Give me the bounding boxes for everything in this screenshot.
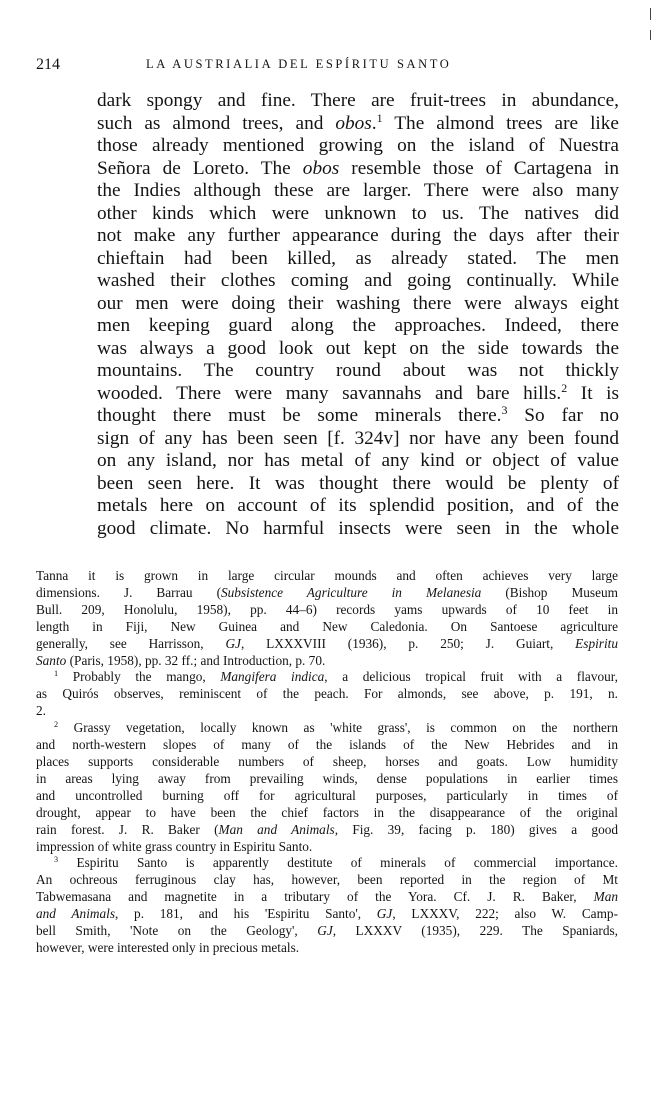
text-run: So far no — [507, 405, 619, 426]
text-run: good climate. No harmful insects were seen in the whole — [97, 517, 619, 539]
text-run: . — [371, 112, 377, 134]
text-run: , LXXXV, 222; also W. Camp- — [392, 906, 619, 922]
text-run: length in Fiji, New Guinea and New Caledonia. On Santoese agriculture — [36, 618, 618, 634]
text-run: on any island, nor has metal of any kind or object of value — [97, 450, 619, 471]
text-run: rain forest. J. R. Baker ( — [36, 821, 219, 837]
body-line — [97, 473, 619, 496]
text-run: places supports considerable numbers of sheep, horses and goats. Low humidity — [36, 753, 618, 769]
body-line — [97, 380, 620, 406]
italic-text: Subsistence Agriculture in Melanesia — [221, 584, 482, 600]
footnote-line — [36, 872, 618, 889]
page-edge-mark — [650, 8, 651, 20]
footnote-line — [36, 636, 618, 653]
text-run: however, were interested only in precious metals. — [36, 939, 300, 955]
footnote-line — [36, 940, 618, 957]
text-run: metals here on account of its splendid position, and of the — [97, 495, 619, 516]
footnote-line — [36, 771, 618, 788]
footnote-ref: 3 — [501, 402, 508, 417]
italic-text: Man — [593, 889, 618, 905]
footnote-line — [36, 703, 618, 720]
text-run: , p. 181, and his 'Espiritu Santo', — [115, 906, 377, 922]
text-run: dimensions. J. Barrau ( — [36, 584, 221, 600]
text-run: washed their clothes coming and going continually. While — [97, 270, 619, 291]
text-run: those already mentioned growing on the island of Nuestra — [97, 135, 619, 156]
text-run: thought there must be some minerals there. — [97, 405, 502, 426]
footnote-line — [36, 737, 618, 754]
italic-text: Mangifera indica — [220, 669, 325, 685]
running-head: LA AUSTRIALIA DEL ESPÍRITU SANTO — [146, 57, 452, 71]
text-run: dark spongy and fine. There are fruit-trees in abundance, — [97, 90, 619, 111]
text-run: mountains. The country round about was not thickly — [97, 360, 619, 381]
footnote-line — [36, 805, 618, 822]
footnote-line — [36, 839, 618, 856]
footnote-line — [36, 568, 618, 585]
footnote-ref: 3 — [54, 855, 59, 865]
body-line — [97, 293, 619, 316]
text-run: not make any further appearance during the days after their — [97, 225, 619, 246]
text-run: as Quirós observes, reminiscent of the peach. For almonds, see above, p. 191, n. — [36, 686, 618, 702]
page-number: 214 — [36, 56, 60, 73]
footnote-line — [36, 923, 618, 940]
text-run: Señora de Loreto. The — [97, 157, 303, 179]
text-run: impression of white grass country in Espiritu Santo. — [36, 838, 313, 854]
footnote-line — [36, 855, 618, 872]
text-run: Tabwemasana and magnetite in a tributary of the Yora. Cf. J. R. Baker, — [36, 889, 594, 905]
text-run: and uncontrolled burning off for agricultural purposes, particularly in times of — [36, 787, 618, 803]
text-run: the Indies although these are larger. There were also many — [97, 180, 619, 201]
text-run: 2. — [36, 703, 46, 719]
footnote-ref: 2 — [561, 380, 568, 395]
text-run: such as almond trees, and — [97, 112, 336, 134]
text-run: men keeping guard along the approaches. Indeed, there — [97, 315, 619, 336]
text-run: (Paris, 1958), pp. 32 ff.; and Introduction, p. 70. — [66, 652, 326, 668]
body-line — [97, 338, 619, 361]
body-line — [97, 90, 619, 113]
text-run: resemble those of Cartagena in — [339, 157, 619, 179]
footnote-line — [36, 889, 618, 906]
italic-text: GJ — [376, 906, 393, 922]
body-line — [97, 402, 619, 428]
body-line — [97, 450, 619, 473]
body-line — [97, 158, 619, 181]
text-run: in areas lying away from prevailing winds, dense populations in earlier times — [36, 770, 618, 786]
italic-text: GJ — [317, 923, 333, 939]
text-run: bell Smith, 'Note on the Geology', — [36, 923, 318, 939]
italic-text: Man and Animals — [218, 821, 335, 837]
body-line — [97, 180, 619, 203]
body-line — [97, 495, 619, 518]
text-run: Grassy vegetation, locally known as 'white grass', is common on the northern — [58, 720, 618, 736]
text-run: was always a good look out kept on the side towards the — [97, 337, 619, 359]
footnote-line — [36, 686, 618, 703]
text-run: generally, see Harrisson, — [36, 635, 226, 651]
text-run: wooded. There were many savannahs and bare hills. — [97, 382, 562, 404]
main-text — [97, 90, 619, 540]
body-line — [97, 518, 619, 541]
footnote-line — [36, 669, 618, 686]
italic-text: and Animals — [36, 906, 116, 922]
text-run: , a delicious tropical fruit with a flavour, — [324, 669, 618, 685]
italic-text: Santo — [36, 652, 67, 668]
footnote-line — [36, 619, 618, 636]
body-line — [97, 203, 619, 226]
footnote-line — [36, 822, 618, 839]
body-line — [97, 270, 619, 293]
text-run: Bull. 209, Honolulu, 1958), pp. 44–6) records yams upwards of 10 feet in — [36, 601, 618, 617]
body-line — [97, 428, 619, 451]
footnotes — [36, 568, 618, 957]
text-run: (Bishop Museum — [481, 584, 618, 600]
page-header — [36, 56, 596, 76]
text-run: sign of any has been seen [f. 324v] nor have any been found — [97, 427, 619, 449]
text-run: other kinds which were unknown to us. The natives did — [97, 202, 619, 224]
body-line — [97, 248, 619, 271]
body-line — [97, 225, 619, 248]
text-run: An ochreous ferruginous clay has, however, been reported in the region of Mt — [36, 872, 618, 888]
text-run: drought, appear to have been the chief factors in the disappearance of the original — [36, 804, 618, 820]
text-run: been seen here. It was thought there would be plenty of — [97, 472, 619, 494]
body-line — [97, 360, 619, 383]
text-run: Tanna it is grown in large circular mounds and often achieves very large — [36, 568, 618, 583]
footnote-line — [36, 585, 618, 602]
footnote-line — [36, 720, 618, 737]
body-line — [97, 110, 619, 136]
text-run: , LXXXV (1935), 229. The Spaniards, — [332, 923, 618, 939]
italic-text: obos — [302, 157, 340, 179]
text-run: Probably the mango, — [58, 669, 221, 685]
italic-text: Espiritu — [575, 635, 619, 651]
text-run: , LXXXVIII (1936), p. 250; J. Guiart, — [240, 635, 576, 651]
text-run: our men were doing their washing there were always eight — [97, 292, 619, 314]
body-line — [97, 135, 619, 158]
page-edge-mark — [650, 30, 651, 40]
text-run: Espiritu Santo is apparently destitute of minerals of commercial importance. — [58, 855, 618, 871]
footnote-ref: 2 — [54, 720, 59, 730]
text-run: It is — [567, 382, 620, 404]
footnote-line — [36, 906, 618, 923]
body-line — [97, 315, 619, 338]
italic-text: GJ — [225, 635, 241, 651]
footnote-line — [36, 788, 618, 805]
footnote-ref: 1 — [376, 110, 383, 125]
text-run: and north-western slopes of many of the islands of the New Hebrides and in — [36, 737, 618, 753]
footnote-line — [36, 653, 618, 670]
text-run: The almond trees are like — [382, 112, 619, 134]
footnote-line — [36, 602, 618, 619]
italic-text: obos — [335, 112, 372, 134]
text-run: , Fig. 39, facing p. 180) gives a good — [334, 821, 619, 837]
footnote-ref: 1 — [54, 669, 59, 679]
footnote-line — [36, 754, 618, 771]
text-run: chieftain had been killed, as already stated. The men — [97, 247, 619, 269]
